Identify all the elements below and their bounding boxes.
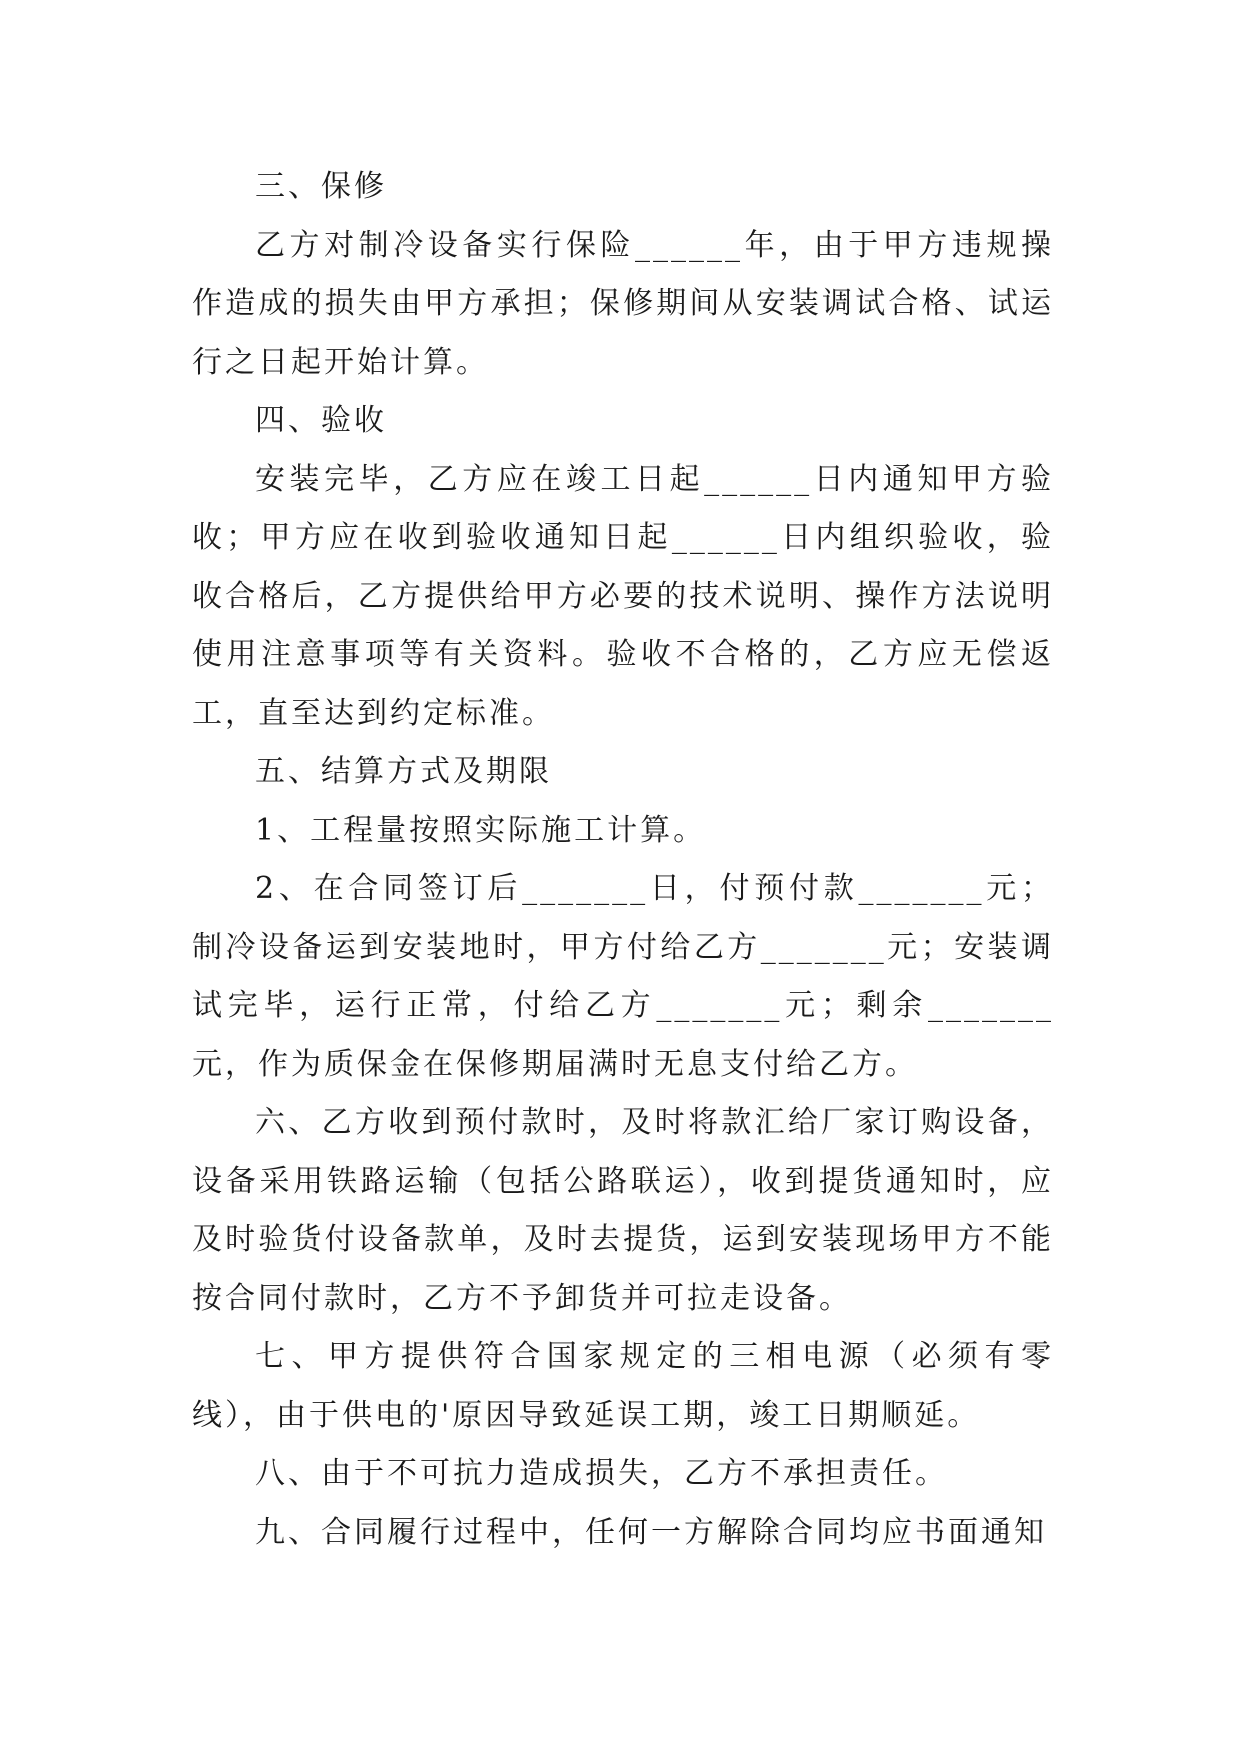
section-heading-settlement: 五、结算方式及期限: [255, 754, 552, 789]
section-heading-acceptance: 四、验收: [255, 403, 387, 438]
document-page: [192, 158, 1054, 1562]
clause-seven: 七、甲方提供符合国家规定的三相电源（必须有零线），由于供电的'原因导致延误工期，竣工日期顺延。: [192, 1339, 1054, 1433]
clause-six: 六、乙方收到预付款时，及时将款汇给厂家订购设备，设备采用铁路运输（包括公路联运），收到提货通知时，应及时验货付设备款单，及时去提货，运到安装现场甲方不能按合同付款时，乙方不予卸货并可拉走设备。: [192, 1105, 1054, 1316]
acceptance-clause: 安装完毕，乙方应在竣工日起______日内通知甲方验收；甲方应在收到验收通知日起______日内组织验收，验收合格后，乙方提供给甲方必要的技术说明、操作方法说明使用注意事项等有关资料。验收不合格的，乙方应无偿返工，直至达到约定标准。: [192, 461, 1054, 731]
clause-nine: 九、合同履行过程中，任何一方解除合同均应书面通知: [255, 1514, 1047, 1550]
settlement-item-2: 2、在合同签订后_______日，付预付款_______元；制冷设备运到安装地时，甲方付给乙方_______元；安装调试完毕，运行正常，付给乙方_______元；剩余_______元，作为质保金在保修期届满时无息支付给乙方。: [192, 871, 1054, 1082]
settlement-item-1: 1、工程量按照实际施工计算。: [255, 812, 707, 848]
clause-eight: 八、由于不可抗力造成损失，乙方不承担责任。: [255, 1456, 948, 1491]
section-heading-warranty: 三、保修: [255, 169, 387, 204]
warranty-clause: 乙方对制冷设备实行保险______年，由于甲方违规操作造成的损失由甲方承担；保修期间从安装调试合格、试运行之日起开始计算。: [192, 227, 1054, 380]
